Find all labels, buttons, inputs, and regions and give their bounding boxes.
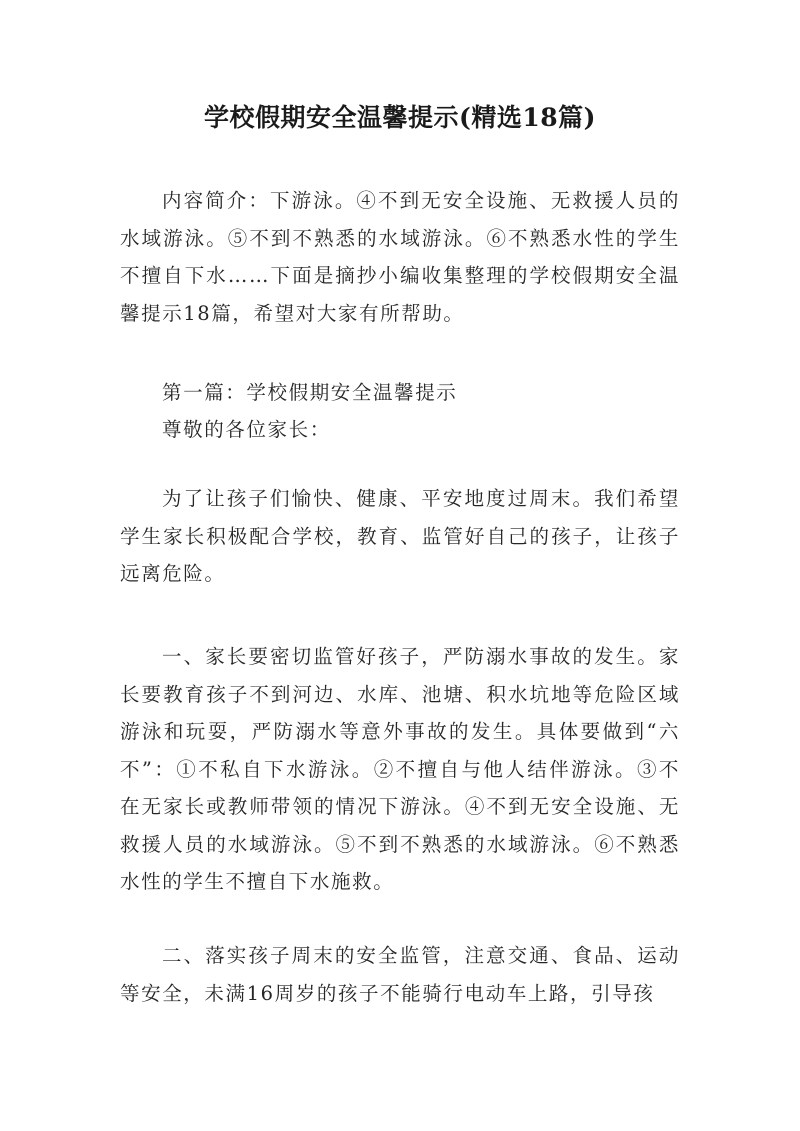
body-paragraph-intro: 为了让孩子们愉快、健康、平安地度过周末。我们希望学生家长积极配合学校，教育、监管好自己的孩子，让孩子远离危险。 <box>120 487 680 585</box>
body-paragraph-two: 二、落实孩子周末的安全监管，注意交通、食品、运动等安全，未满16周岁的孩子不能骑行电动车上路，引导孩 <box>120 944 680 1005</box>
body-paragraph-one: 一、家长要密切监管好孩子，严防溺水事故的发生。家长要教育孩子不到河边、水库、池塘、积水坑地等危险区域游泳和玩耍，严防溺水等意外事故的发生。具体要做到“六不”：①不私自下水游泳。②不擅自与他人结伴游泳。③不在无家长或教师带领的情况下游泳。④不到无安全设施、无救援人员的水域游泳。⑤不到不熟悉的水域游泳。⑥不熟悉水性的学生不擅自下水施救。 <box>120 645 680 893</box>
section-heading: 第一篇：学校假期安全温馨提示 <box>162 381 458 404</box>
document-title: 学校假期安全温馨提示(精选18篇) <box>204 103 596 132</box>
summary-paragraph: 内容简介：下游泳。④不到无安全设施、无救援人员的水域游泳。⑤不到不熟悉的水域游泳。⑥不熟悉水性的学生不擅自下水……下面是摘抄小编收集整理的学校假期安全温馨提示18篇，希望对大家有所帮助。 <box>120 189 680 325</box>
salutation: 尊敬的各位家长： <box>162 418 331 441</box>
